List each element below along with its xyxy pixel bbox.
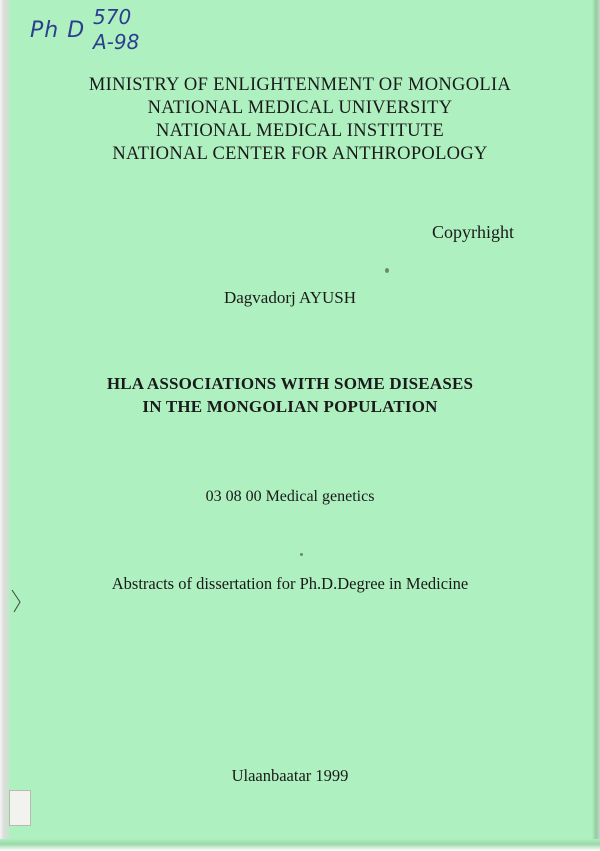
page-bottom-edge — [0, 839, 600, 851]
paper-speck — [300, 553, 303, 556]
place-and-year: Ulaanbaatar 1999 — [231, 766, 349, 785]
institution-line-institute: NATIONAL MEDICAL INSTITUTE — [156, 121, 444, 141]
specialty-code: 03 08 00 Medical genetics — [205, 488, 375, 505]
page-tab — [9, 790, 31, 826]
handwritten-code: A-98 — [93, 30, 140, 54]
dissertation-title — [0, 372, 580, 418]
abstract-description: Abstracts of dissertation for Ph.D.Degree in Medicine — [111, 574, 469, 593]
title-line-1: HLA ASSOCIATIONS WITH SOME DISEASES — [106, 374, 474, 393]
title-line-2: IN THE MONGOLIAN POPULATION — [142, 397, 438, 416]
paper-speck — [385, 268, 389, 273]
copyright-label: Copyrhight — [431, 222, 514, 242]
page-right-edge — [592, 0, 600, 851]
handwritten-phd: Ph D — [30, 18, 86, 43]
institution-line-university: NATIONAL MEDICAL UNIVERSITY — [147, 98, 453, 118]
institution-line-center: NATIONAL CENTER FOR ANTHROPOLOGY — [112, 144, 488, 164]
institution-line-ministry: MINISTRY OF ENLIGHTENMENT OF MONGOLIA — [88, 75, 512, 95]
pencil-mark — [10, 588, 24, 614]
handwritten-number: 570 — [93, 5, 132, 29]
author-name: Dagvadorj AYUSH — [223, 288, 357, 307]
institution-header — [0, 74, 580, 166]
